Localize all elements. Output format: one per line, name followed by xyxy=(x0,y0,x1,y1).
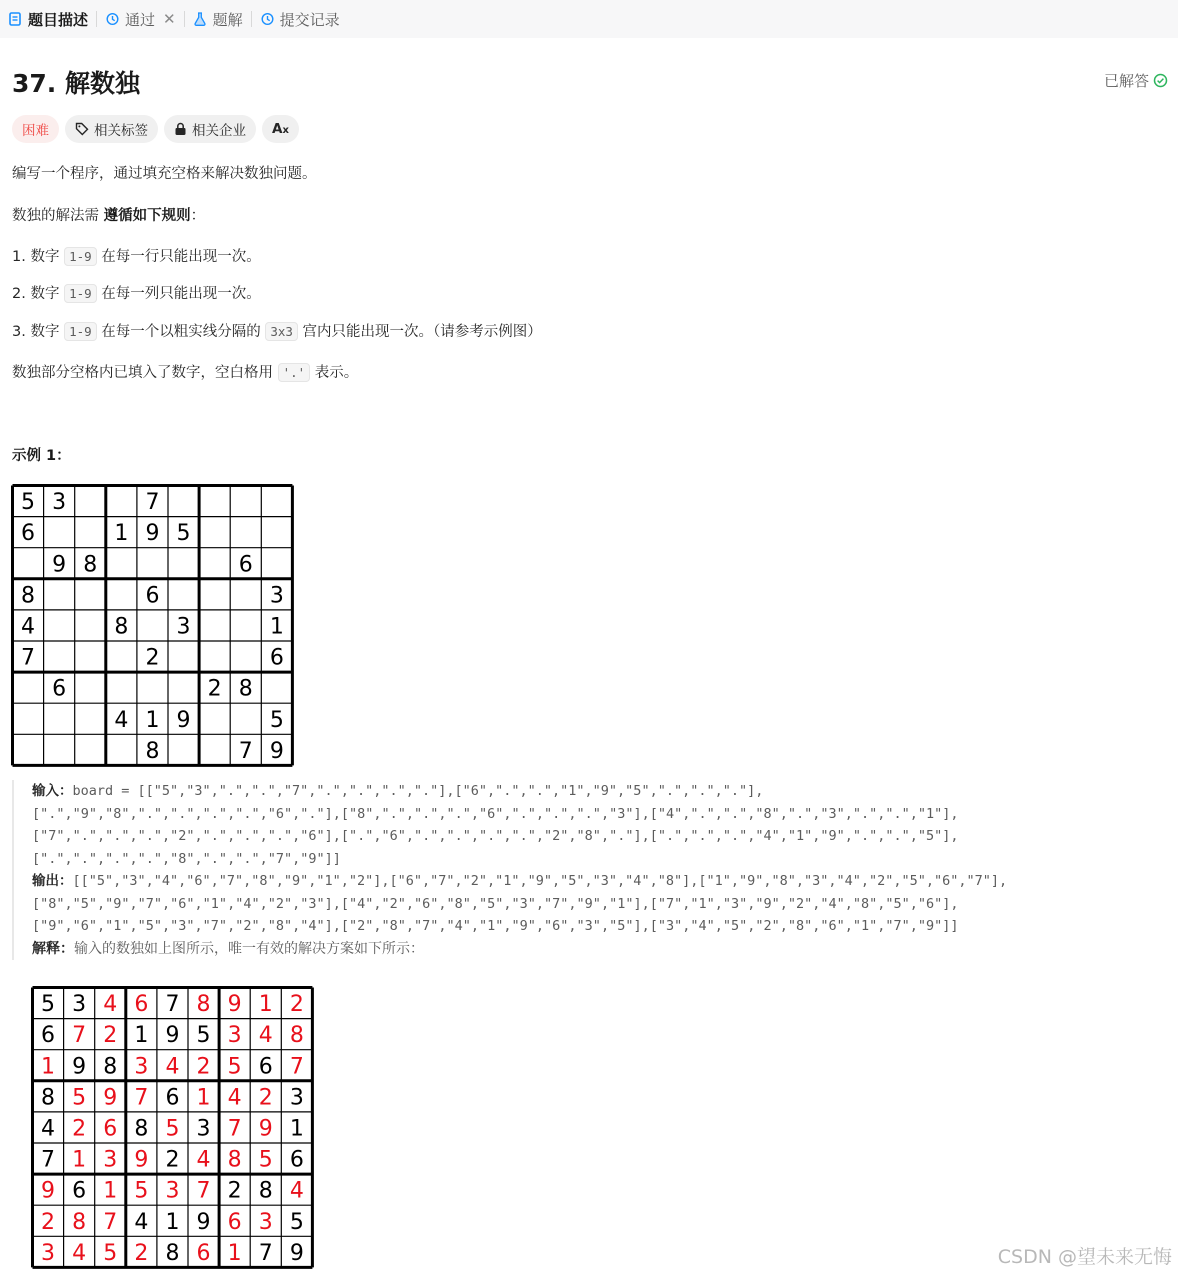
solved-status-label: 已解答 xyxy=(1103,72,1149,90)
solution-cell-digit: 5 xyxy=(72,1085,87,1111)
solution-cell-digit: 6 xyxy=(72,1178,87,1204)
solution-cell-digit: 4 xyxy=(41,1116,56,1142)
solution-cell-digit: 9 xyxy=(165,1023,180,1049)
tab-accepted-label: 通过 xyxy=(125,10,156,29)
rule-text: 在每一个以粗实线分隔的 xyxy=(96,324,266,340)
solution-cell-digit: 8 xyxy=(103,1054,118,1080)
puzzle-cell-digit: 8 xyxy=(21,583,36,609)
solution-cell-digit: 8 xyxy=(72,1209,87,1235)
font-size-label: A xyxy=(272,121,283,137)
solution-cell-digit: 6 xyxy=(134,992,149,1018)
blank-note xyxy=(12,361,358,382)
solution-cell-digit: 9 xyxy=(134,1147,149,1173)
solution-cell-digit: 4 xyxy=(196,1147,211,1173)
input-line xyxy=(32,780,1178,803)
flask-icon xyxy=(193,12,207,26)
solution-cell-digit: 8 xyxy=(289,1023,304,1049)
puzzle-cell-digit: 9 xyxy=(269,738,284,764)
rules-prefix: 数独的解法需 xyxy=(12,208,104,224)
puzzle-cell-digit: 9 xyxy=(176,707,191,733)
blank-note-suffix: 表示。 xyxy=(310,365,359,381)
solution-cell-digit: 1 xyxy=(72,1147,87,1173)
puzzle-cell-digit: 8 xyxy=(145,738,160,764)
solution-cell-digit: 9 xyxy=(196,1209,211,1235)
input-line: [".",".",".",".","8",".",".","7","9"]] xyxy=(32,850,341,867)
input-line: [".","9","8",".",".",".",".","6","."],["8",".",".",".","6",".",".",".","3"],["4",".",".","8",".","3",".",".","1"], xyxy=(32,805,959,822)
related-companies-label: 相关企业 xyxy=(192,123,246,139)
tab-solutions-label: 题解 xyxy=(212,10,243,29)
solution-cell-digit: 5 xyxy=(196,1023,211,1049)
solution-cell-digit: 1 xyxy=(165,1209,180,1235)
solution-cell-digit: 2 xyxy=(289,992,304,1018)
puzzle-cell-digit: 2 xyxy=(145,645,160,671)
rule-3 xyxy=(12,320,542,341)
inline-code: '.' xyxy=(278,363,311,382)
font-size-button[interactable] xyxy=(262,115,299,143)
history-icon xyxy=(260,12,274,26)
solution-cell-digit: 8 xyxy=(41,1085,56,1111)
solution-cell-digit: 1 xyxy=(41,1054,56,1080)
solution-cell-digit: 5 xyxy=(41,992,56,1018)
solution-cell-digit: 9 xyxy=(258,1116,273,1142)
rule-text: 在每一列只能出现一次。 xyxy=(96,286,261,302)
input-value: board = [["5","3",".",".","7",".",".",".","."],["6",".",".","1","9","5",".",".","."], xyxy=(72,783,764,799)
tab-description-label: 题目描述 xyxy=(28,10,89,29)
puzzle-cell-digit: 9 xyxy=(145,521,160,547)
solution-cell-digit: 3 xyxy=(289,1085,304,1111)
output-label: 输出： xyxy=(32,873,73,889)
lock-icon xyxy=(174,122,187,136)
solved-status xyxy=(1104,70,1168,91)
solution-cell-digit: 2 xyxy=(41,1209,56,1235)
solution-cell-digit: 1 xyxy=(103,1178,118,1204)
solution-cell-digit: 1 xyxy=(227,1240,242,1266)
solution-cell-digit: 2 xyxy=(103,1023,118,1049)
solution-cell-digit: 1 xyxy=(134,1023,149,1049)
rule-text: 在每一行只能出现一次。 xyxy=(96,249,261,265)
solution-cell-digit: 2 xyxy=(196,1054,211,1080)
difficulty-label: 困难 xyxy=(22,123,49,139)
solution-cell-digit: 9 xyxy=(103,1085,118,1111)
example-block xyxy=(12,780,1178,960)
solution-cell-digit: 3 xyxy=(41,1240,56,1266)
solution-cell-digit: 9 xyxy=(41,1178,56,1204)
solution-cell-digit: 1 xyxy=(196,1085,211,1111)
puzzle-cell-digit: 8 xyxy=(83,552,98,578)
tab-description[interactable] xyxy=(0,0,96,38)
check-circle-icon xyxy=(1153,73,1168,88)
solution-cell-digit: 4 xyxy=(134,1209,149,1235)
close-icon[interactable]: ✕ xyxy=(163,10,176,28)
solution-cell-digit: 5 xyxy=(165,1116,180,1142)
inline-code: 1-9 xyxy=(64,247,97,266)
solution-cell-digit: 5 xyxy=(103,1240,118,1266)
inline-code: 1-9 xyxy=(64,284,97,303)
solution-cell-digit: 5 xyxy=(227,1054,242,1080)
rules-bold: 遵循如下规则 xyxy=(103,208,191,224)
puzzle-cell-digit: 3 xyxy=(269,583,284,609)
puzzle-cell-digit: 2 xyxy=(207,676,222,702)
puzzle-cell-digit: 5 xyxy=(21,490,36,516)
rule-number: 3. 数字 xyxy=(12,324,65,340)
explanation-label: 解释： xyxy=(32,940,74,957)
solution-cell-digit: 4 xyxy=(103,992,118,1018)
solution-cell-digit: 6 xyxy=(196,1240,211,1266)
puzzle-cell-digit: 1 xyxy=(114,521,129,547)
solution-cell-digit: 9 xyxy=(289,1240,304,1266)
solution-cell-digit: 6 xyxy=(289,1147,304,1173)
puzzle-cell-digit: 7 xyxy=(238,738,253,764)
puzzle-cell-digit: 6 xyxy=(238,552,253,578)
rule-text: 宫内只能出现一次。（请参考示例图） xyxy=(297,324,542,340)
rule-number: 1. 数字 xyxy=(12,249,65,265)
solution-cell-digit: 7 xyxy=(103,1209,118,1235)
solution-cell-digit: 8 xyxy=(196,992,211,1018)
solution-cell-digit: 4 xyxy=(289,1178,304,1204)
solution-cell-digit: 2 xyxy=(72,1116,87,1142)
puzzle-cell-digit: 3 xyxy=(176,614,191,640)
puzzle-cell-digit: 4 xyxy=(114,707,129,733)
tab-bar xyxy=(0,0,1178,38)
solution-cell-digit: 7 xyxy=(165,992,180,1018)
solution-cell-digit: 7 xyxy=(227,1116,242,1142)
puzzle-cell-digit: 5 xyxy=(269,707,284,733)
blank-note-prefix: 数独部分空格内已填入了数字，空白格用 xyxy=(12,365,278,381)
solution-cell-digit: 7 xyxy=(196,1178,211,1204)
puzzle-cell-digit: 7 xyxy=(21,645,36,671)
solution-cell-digit: 7 xyxy=(41,1147,56,1173)
solution-cell-digit: 7 xyxy=(258,1240,273,1266)
tab-accepted[interactable] xyxy=(97,0,184,38)
inline-code: 1-9 xyxy=(64,322,97,341)
example-heading: 示例 1： xyxy=(12,448,71,464)
history-icon xyxy=(105,12,119,26)
solution-cell-digit: 7 xyxy=(72,1023,87,1049)
input-line: ["7",".",".",".","2",".",".",".","6"],[".","6",".",".",".",".","2","8","."],[".",".",".","4","1","9",".",".","5"], xyxy=(32,828,959,844)
solution-cell-digit: 5 xyxy=(289,1209,304,1235)
difficulty-badge xyxy=(12,115,59,143)
output-line: ["9","6","1","5","3","7","2","8","4"],["2","8","7","4","1","9","6","3","5"],["3","4","5","2","8","6","1","7","9"]] xyxy=(32,918,959,934)
document-icon xyxy=(8,12,22,26)
solution-cell-digit: 1 xyxy=(289,1116,304,1142)
related-companies-button[interactable] xyxy=(164,115,256,143)
rule-number: 2. 数字 xyxy=(12,286,65,302)
solution-cell-digit: 2 xyxy=(165,1147,180,1173)
solution-cell-digit: 8 xyxy=(227,1147,242,1173)
sudoku-puzzle-image xyxy=(11,484,294,767)
description-intro: 编写一个程序，通过填充空格来解决数独问题。 xyxy=(12,166,317,182)
solution-cell-digit: 8 xyxy=(134,1116,149,1142)
solution-cell-digit: 3 xyxy=(258,1209,273,1235)
solution-cell-digit: 2 xyxy=(258,1085,273,1111)
solution-cell-digit: 3 xyxy=(196,1116,211,1142)
solution-cell-digit: 3 xyxy=(165,1178,180,1204)
output-line xyxy=(32,870,1178,893)
puzzle-cell-digit: 1 xyxy=(145,707,160,733)
solution-cell-digit: 6 xyxy=(103,1116,118,1142)
tab-solutions[interactable] xyxy=(185,0,251,38)
solution-cell-digit: 4 xyxy=(72,1240,87,1266)
solution-cell-digit: 3 xyxy=(227,1023,242,1049)
solution-cell-digit: 3 xyxy=(103,1147,118,1173)
rule-1 xyxy=(12,245,261,266)
puzzle-cell-digit: 9 xyxy=(52,552,67,578)
solution-cell-digit: 5 xyxy=(258,1147,273,1173)
solution-cell-digit: 2 xyxy=(134,1240,149,1266)
sudoku-solution-image xyxy=(31,986,314,1269)
output-line: ["8","5","9","7","6","1","4","2","3"],["4","2","6","8","5","3","7","9","1"],["7","1","3","9","2","4","8","5","6"], xyxy=(32,895,959,912)
font-size-icon: Ax xyxy=(272,121,289,137)
page-title: 37. 解数独 xyxy=(12,69,140,98)
tag-icon xyxy=(75,122,89,136)
puzzle-cell-digit: 5 xyxy=(176,521,191,547)
puzzle-cell-digit: 6 xyxy=(145,583,160,609)
explanation-text: 输入的数独如上图所示，唯一有效的解决方案如下所示： xyxy=(74,940,424,957)
solution-cell-digit: 6 xyxy=(41,1023,56,1049)
solution-cell-digit: 7 xyxy=(134,1085,149,1111)
solution-cell-digit: 6 xyxy=(165,1085,180,1111)
puzzle-cell-digit: 3 xyxy=(52,490,67,516)
puzzle-cell-digit: 8 xyxy=(238,676,253,702)
solution-cell-digit: 5 xyxy=(134,1178,149,1204)
solution-cell-digit: 4 xyxy=(258,1023,273,1049)
puzzle-cell-digit: 6 xyxy=(21,521,36,547)
related-topics-label: 相关标签 xyxy=(94,123,148,139)
puzzle-cell-digit: 8 xyxy=(114,614,129,640)
explanation-line xyxy=(32,938,1178,961)
related-topics-button[interactable] xyxy=(65,115,158,143)
watermark: CSDN @望未来无悔 xyxy=(997,1246,1172,1268)
solution-cell-digit: 4 xyxy=(227,1085,242,1111)
solution-cell-digit: 3 xyxy=(72,992,87,1018)
rule-2 xyxy=(12,282,261,303)
puzzle-cell-digit: 6 xyxy=(52,676,67,702)
solution-cell-digit: 8 xyxy=(258,1178,273,1204)
solution-cell-digit: 3 xyxy=(134,1054,149,1080)
solution-cell-digit: 1 xyxy=(258,992,273,1018)
solution-cell-digit: 8 xyxy=(165,1240,180,1266)
solution-cell-digit: 9 xyxy=(227,992,242,1018)
solution-cell-digit: 7 xyxy=(289,1054,304,1080)
rules-suffix: ： xyxy=(190,208,206,224)
puzzle-cell-digit: 4 xyxy=(21,614,36,640)
rules-heading xyxy=(12,204,205,225)
tag-row xyxy=(12,115,299,143)
solution-cell-digit: 6 xyxy=(258,1054,273,1080)
solution-cell-digit: 4 xyxy=(165,1054,180,1080)
puzzle-cell-digit: 1 xyxy=(269,614,284,640)
solution-cell-digit: 2 xyxy=(227,1178,242,1204)
puzzle-cell-digit: 7 xyxy=(145,490,160,516)
output-value: [["5","3","4","6","7","8","9","1","2"],["6","7","2","1","9","5","3","4","8"],["1","9","8","3","4","2","5","6","7"], xyxy=(72,873,1008,889)
tab-submissions-label: 提交记录 xyxy=(279,10,340,29)
solution-cell-digit: 9 xyxy=(72,1054,87,1080)
solution-cell-digit: 6 xyxy=(227,1209,242,1235)
puzzle-cell-digit: 6 xyxy=(269,645,284,671)
input-label: 输入： xyxy=(32,783,73,799)
tab-submissions[interactable] xyxy=(252,0,348,38)
inline-code: 3x3 xyxy=(265,322,298,341)
